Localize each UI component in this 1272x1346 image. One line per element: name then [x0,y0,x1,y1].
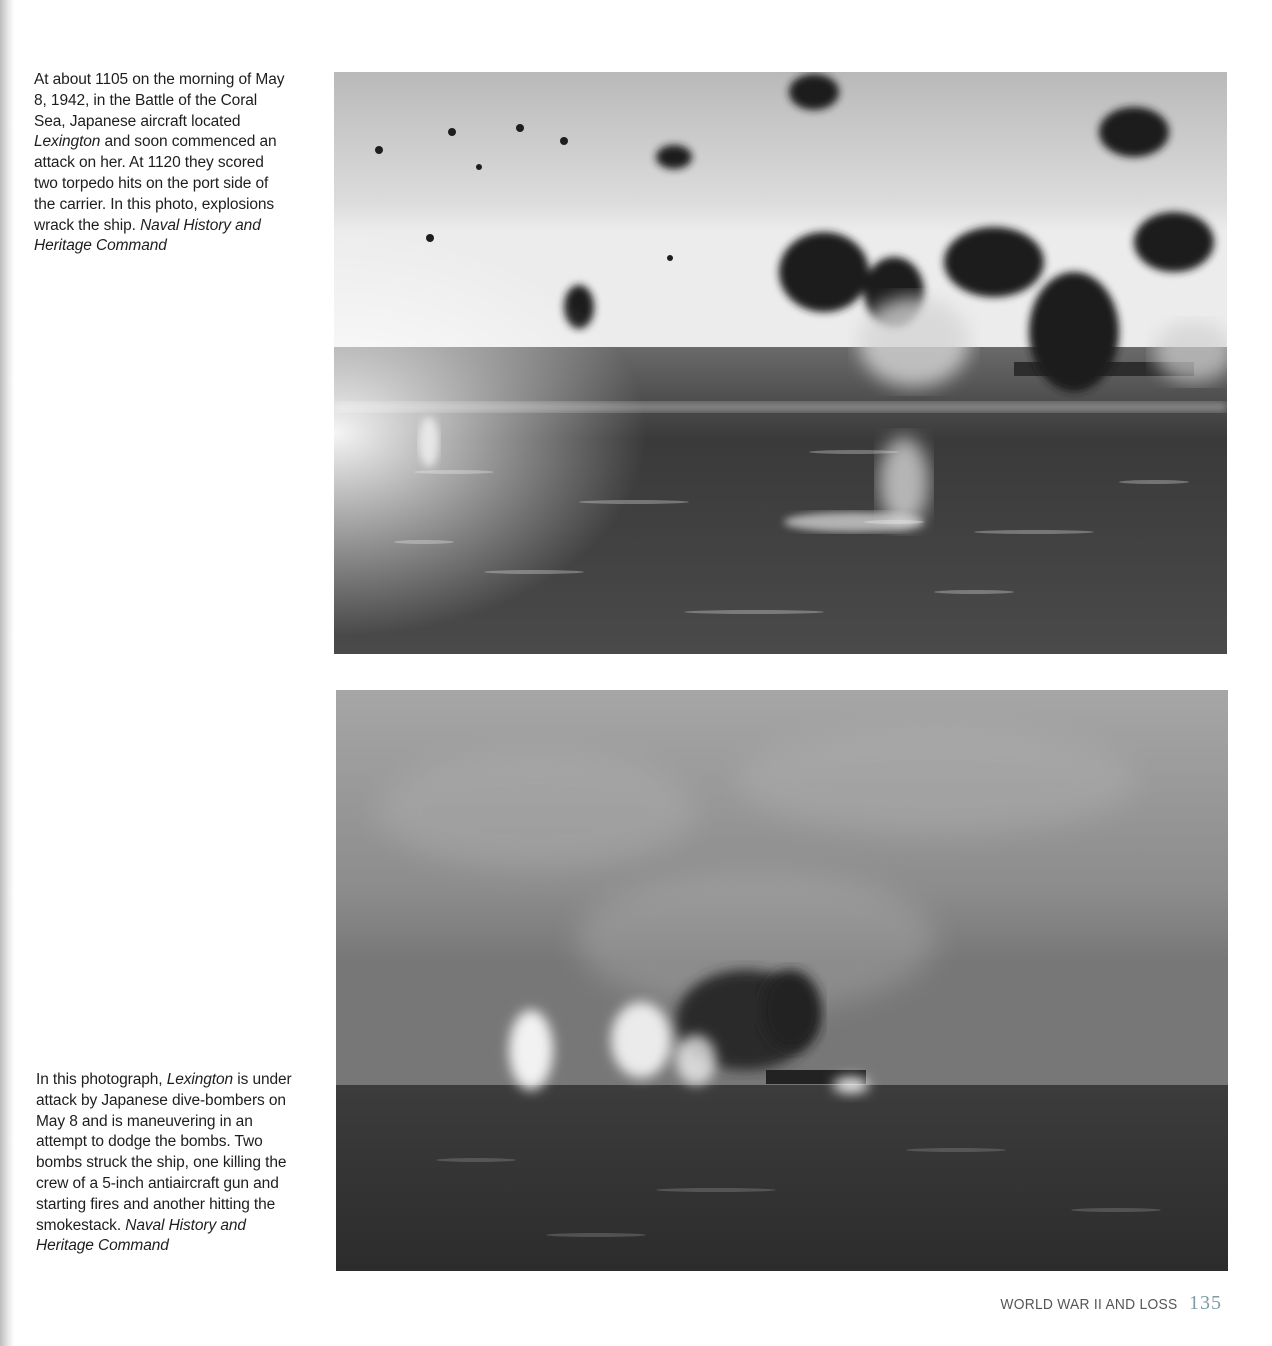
photo-credit: Naval History and Heritage Command [34,216,261,255]
photo-lexington-dive-bomb-attack [336,690,1228,1271]
page-gutter-shadow [0,0,14,1346]
photo-credit: Naval History and Heritage Command [36,1216,246,1255]
caption-text: and soon commenced an attack on her. At 1120 they scored two torpedo hits on the port side of the carrier. In this photo, explosions wrack the ship. [34,133,277,234]
caption-text: is under attack by Japanese dive-bombers on May 8 and is maneuvering in an attempt to dodge the bombs. Two bombs struck the ship, one killing the crew of a 5-inch antiaircraft gun and starting fires and another hitting the smokestack. [36,1071,292,1234]
caption-bottom-photo [36,1070,292,1257]
page-footer [985,1292,1222,1315]
caption-text: In this photograph, [36,1071,167,1088]
page-number: 135 [1189,1292,1222,1314]
caption-text: At about 1105 on the morning of May 8, 1942, in the Battle of the Coral Sea, Japanese aircraft located [34,71,285,130]
photo-2-illustration [336,690,1228,1271]
ship-name: Lexington [166,1071,234,1088]
caption-top-photo [34,70,290,257]
ship-name: Lexington [34,133,101,151]
photo-1-illustration [334,72,1227,654]
running-head: WORLD WAR II AND LOSS [999,1296,1177,1313]
photo-lexington-explosions [334,72,1227,654]
